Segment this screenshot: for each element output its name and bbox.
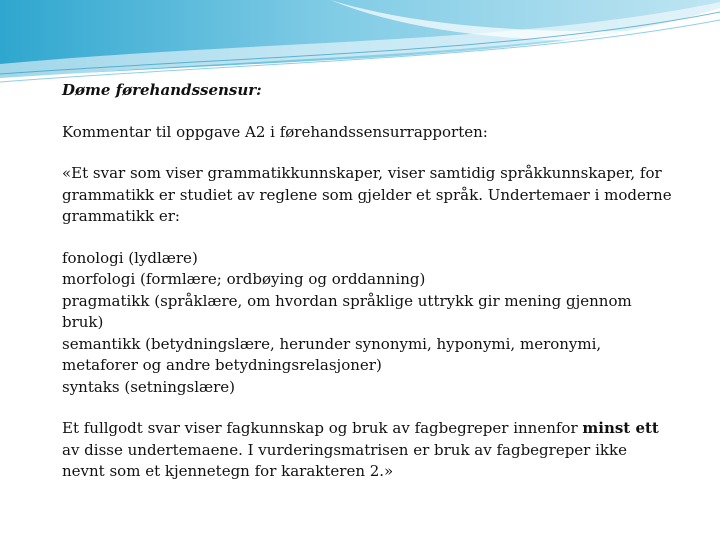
list-item: semantikk (betydningslære, herunder synonymi, hyponymi, meronymi, metaforer og andre betydningsrelasjoner) — [62, 334, 602, 374]
closing-text-end: av disse undertemaene. I vurderingsmatrisen er bruk av fagbegreper ikke nevnt som et kjennetegn for karakteren 2.» — [62, 440, 627, 480]
closing-paragraph — [62, 418, 672, 483]
list-item: fonologi (lydlære) — [62, 248, 198, 267]
list-item: pragmatikk (språklære, om hvordan språklige uttrykk gir mening gjennom bruk) — [62, 291, 632, 331]
header-wave-decoration — [0, 0, 720, 90]
closing-text-start: Et fullgodt svar viser fagkunnskap og bruk av fagbegreper innenfor — [62, 419, 583, 437]
closing-emphasis: minst ett — [582, 419, 659, 437]
list-item: syntaks (setningslære) — [62, 377, 236, 396]
topic-list — [62, 248, 672, 399]
slide-content — [62, 80, 672, 483]
slide-title: Døme førehandssensur: — [62, 81, 262, 99]
slide-subheading: Kommentar til oppgave A2 i førehandssensurrapporten: — [62, 122, 488, 141]
quote-paragraph: «Et svar som viser grammatikkunnskaper, viser samtidig språkkunnskaper, for grammatikk er studiet av reglene som gjelder et språk. Undertemaer i moderne grammatikk er: — [62, 164, 672, 225]
list-item: morfologi (formlære; ordbøying og orddanning) — [62, 270, 426, 288]
